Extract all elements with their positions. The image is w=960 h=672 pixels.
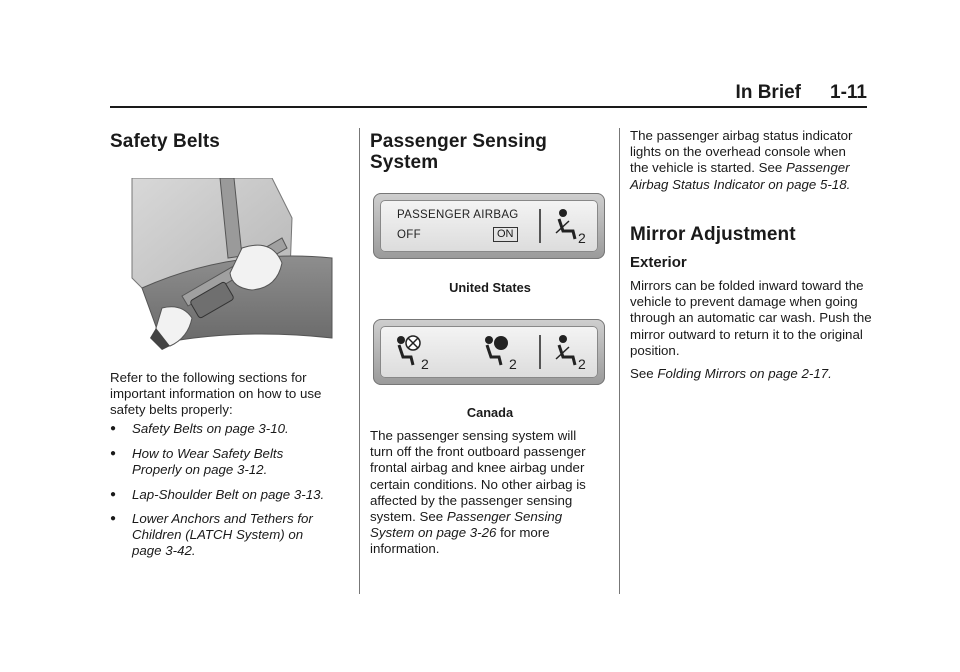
caption-canada: Canada xyxy=(466,405,514,420)
mirror-text: Mirrors can be folded inward toward the vehicle to prevent damage when going through an automatic car wash. Push the mirror outward to return it to the original position. xyxy=(630,278,872,358)
para3-see: See xyxy=(630,366,654,381)
bullet-dot-icon: ● xyxy=(110,448,117,459)
heading-mirror-adjustment: Mirror Adjustment xyxy=(630,224,796,245)
bullet-link[interactable]: How to Wear Safety Belts Properly on page 3-12. xyxy=(132,446,284,478)
passenger-sensing-body xyxy=(370,428,592,558)
airbag-panel-us xyxy=(373,193,605,259)
caption-us: United States xyxy=(449,280,531,295)
body-text: The passenger sensing system will turn off the front outboard passenger frontal airbag and knee airbag under certain conditions. No other airbag is affected by the passenger sensing system. See xyxy=(370,428,586,525)
para3-link[interactable]: Folding Mirrors on page 2-17. xyxy=(657,366,832,381)
safety-belt-illustration xyxy=(122,178,336,358)
mirror-ref xyxy=(630,366,870,382)
airbag-panel-canada xyxy=(373,319,605,385)
panel-num: 2 xyxy=(509,356,517,372)
airbag-off-icon xyxy=(391,333,435,373)
column-divider xyxy=(619,128,620,594)
bullet-link[interactable]: Lap-Shoulder Belt on page 3-13. xyxy=(132,487,325,502)
panel-num: 2 xyxy=(578,356,586,372)
seat-num: 2 xyxy=(578,230,586,246)
panel-label: PASSENGER AIRBAG xyxy=(397,209,519,221)
panel-num: 2 xyxy=(421,356,429,372)
bullet-link[interactable]: Lower Anchors and Tethers for Children (LATCH System) on page 3-42. xyxy=(132,511,313,559)
intro-text: Refer to the following sections for important information on how to use safety belts properly: xyxy=(110,370,322,418)
heading-safety-belts: Safety Belts xyxy=(110,131,220,152)
bullet-dot-icon: ● xyxy=(110,489,117,500)
seat-airbag-icon xyxy=(549,207,589,247)
airbag-on-icon xyxy=(479,333,523,373)
para1-text: The passenger airbag status indicator lights on the overhead console when the vehicle is started. See xyxy=(630,128,853,176)
section-title: In Brief xyxy=(735,82,801,103)
status-indicator-text xyxy=(630,128,868,193)
panel-off: OFF xyxy=(397,229,421,241)
ref-link[interactable]: Passenger Sensing System on page 3-26 xyxy=(370,509,563,541)
panel-separator xyxy=(539,335,541,369)
body-tail: for more information. xyxy=(370,525,550,557)
para1-link[interactable]: Passenger Airbag Status Indicator on page 5-18. xyxy=(630,160,851,192)
column-divider xyxy=(359,128,360,594)
panel-on: ON xyxy=(493,227,518,242)
page-number: 1-11 xyxy=(830,82,867,103)
panel-separator xyxy=(539,209,541,243)
heading-passenger-sensing-line1: Passenger Sensing xyxy=(370,131,547,152)
bullet-link[interactable]: Safety Belts on page 3-10. xyxy=(132,421,289,436)
page-header xyxy=(110,78,867,108)
heading-passenger-sensing-line2: System xyxy=(370,152,439,173)
subheading-exterior: Exterior xyxy=(630,254,687,271)
bullet-dot-icon: ● xyxy=(110,423,117,434)
seat-airbag-icon xyxy=(549,333,589,373)
bullet-dot-icon: ● xyxy=(110,513,117,524)
